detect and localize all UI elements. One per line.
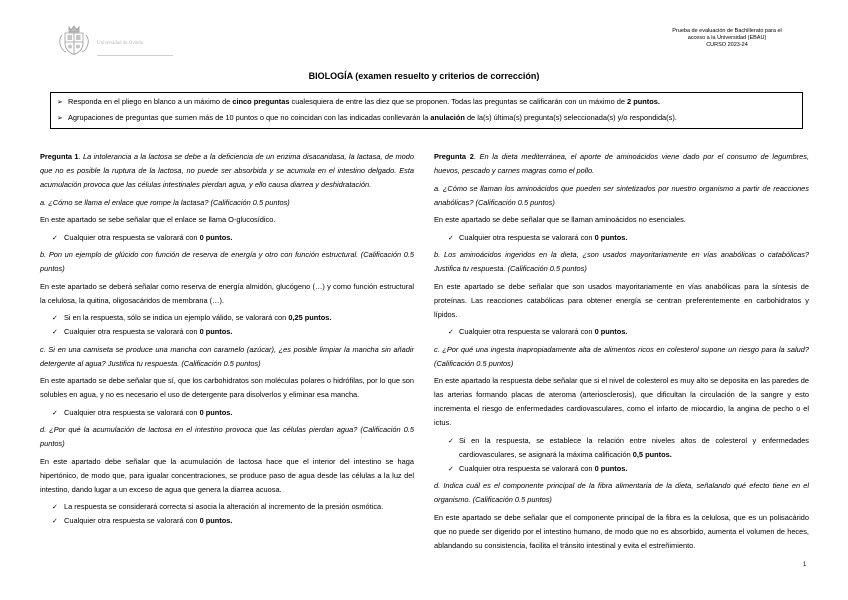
question-label: Pregunta 2 <box>434 152 474 161</box>
part-a-criteria <box>40 231 414 245</box>
part-d-prompt: d. ¿Por qué la acumulación de lactosa en el intestino provoca que las células pierdan agua? (Calificación 0.5 puntos) <box>40 425 414 448</box>
part-a-answer: En este apartado se sebe señalar que el enlace se llama O-glucosídico. <box>40 215 276 224</box>
instruction-emphasis: 2 puntos. <box>627 97 660 106</box>
criterion-text: Si en la respuesta, sólo se indica un ejemplo válido, se valorará con <box>64 313 289 322</box>
criterion-score: 0 puntos. <box>594 327 628 336</box>
criterion-score: 0,5 puntos. <box>632 449 672 459</box>
part-a-answer: En este apartado se debe señalar que se llaman aminoácidos no esenciales. <box>434 215 686 224</box>
part-a-prompt: a. ¿Cómo se llaman los aminoácidos que pueden ser sintetizados por nuestro organismo a partir de reacciones anabólicas? (Calificación 0.5 puntos) <box>434 183 809 207</box>
part-b-criteria <box>40 311 414 339</box>
criterion-score: 0 puntos. <box>199 407 233 417</box>
criterion-item <box>434 325 809 339</box>
instruction-emphasis: cinco preguntas <box>232 97 290 106</box>
criterion-text: Cualquier otra respuesta se valorará con <box>459 232 595 242</box>
criterion-text: La respuesta se considerará correcta si asocia la alteración al incremento de la presión osmótica. <box>64 502 384 511</box>
criterion-score: 0 puntos. <box>199 232 233 242</box>
question-stem: En la dieta mediterránea, el aporte de aminoácidos viene dado por el consumo de legumbres, huevos, pescado y carnes magras como el pollo. <box>434 152 809 175</box>
criterion-item <box>434 462 809 476</box>
criterion-text: Cualquier otra respuesta se valorará con <box>64 327 200 336</box>
part-c-prompt: c. ¿Por qué una ingesta inapropiadamente alta de alimentos ricos en colesterol supone un riesgo para la salud? (Calificación 0.5 puntos) <box>434 344 809 368</box>
check-icon: ✓ <box>52 328 58 336</box>
check-icon: ✓ <box>448 464 454 473</box>
check-icon: ✓ <box>52 503 58 511</box>
criterion-item <box>40 231 414 245</box>
criterion-item <box>434 231 809 245</box>
criterion-item <box>40 325 414 339</box>
question-2 <box>434 150 809 556</box>
part-d-criteria <box>40 500 414 528</box>
criterion-score: 0 puntos. <box>199 516 233 525</box>
part-b-answer: En este apartado se debe señalar que son usados mayoritariamente en vías anabólicas para la síntesis de proteínas. Las reacciones catabólicas para obtener energía se centran preferentemente en carbohidratos y lípidos. <box>434 281 809 319</box>
check-icon: ✓ <box>52 517 58 525</box>
criterion-text: Cualquier otra respuesta se valorará con <box>459 327 595 336</box>
criterion-text: Si en la respuesta, se establece la relación entre niveles altos de colesterol y enfermedades cardiovasculares, se asignará la máxima calificación <box>459 435 809 459</box>
part-c-criteria <box>434 434 809 476</box>
criterion-score: 0,25 puntos. <box>288 313 332 322</box>
exam-info <box>650 28 804 49</box>
university-crest-icon <box>54 24 94 56</box>
arrow-bullet-icon: ➢ <box>57 114 63 122</box>
page-title: BIOLOGÍA (examen resuelto y criterios de corrección) <box>308 71 540 81</box>
instruction-emphasis: anulación <box>430 113 465 122</box>
exam-info-line: acceso a la Universidad (EBAU) <box>687 35 767 41</box>
part-a-prompt: a. ¿Cómo se llama el enlace que rompe la lactasa? (Calificación 0.5 puntos) <box>40 197 290 207</box>
criterion-item <box>40 311 414 325</box>
part-c-prompt: c. Si en una camiseta se produce una mancha con caramelo (azúcar), ¿es posible limpiar la mancha sin añadir detergente al agua? Justifica tu respuesta. (Calificación 0.5 puntos) <box>40 344 414 368</box>
criterion-item <box>40 514 414 528</box>
part-c-answer: En este apartado la respuesta debe señalar que si el nivel de colesterol es muy alto se deposita en las paredes de las arterias formando placas de ateroma (arteriosclerosis), que dificultan la circulación de la sangre y esto incrementa el riesgo de enfermedades cardiovasculares, como el infarto de miocardio, la angina de pecho o el ictus. <box>434 376 809 427</box>
part-b-criteria <box>434 325 809 339</box>
instruction-item <box>51 94 802 110</box>
instruction-text: Agrupaciones de preguntas que sumen más de 10 puntos o que no coincidan con las indicadas conllevarán la <box>68 113 431 122</box>
arrow-bullet-icon: ➢ <box>57 98 63 106</box>
instructions-box <box>50 92 803 129</box>
university-wordmark: Universidad de Oviedo <box>97 41 144 46</box>
criterion-text: Cualquier otra respuesta se valorará con <box>64 232 200 242</box>
exam-info-line: CURSO 2023-24 <box>706 42 748 48</box>
page-number: 1 <box>803 562 807 568</box>
instruction-text: cualesquiera de entre las diez que se proponen. Todas las preguntas se calificarán con un máximo de <box>289 97 628 106</box>
part-b-prompt: b. Pon un ejemplo de glúcido con función de reserva de energía y otro con función estructural. (Calificación 0.5 puntos) <box>40 250 414 273</box>
criterion-item <box>40 406 414 420</box>
instruction-text: Responda en el pliego en blanco a un máximo de <box>68 97 233 106</box>
part-d-answer: En este apartado debe señalar que la acumulación de lactosa hace que el interior del intestino se haga hipertónico, de modo que, para igualar concentraciones, se produce paso de agua desde las células a la luz del intestino, dando lugar a un exceso de agua que genera la diarrea acuosa. <box>40 456 414 494</box>
question-label-separator: . <box>473 152 476 161</box>
check-icon: ✓ <box>448 436 454 445</box>
check-icon: ✓ <box>448 328 454 336</box>
check-icon: ✓ <box>448 233 454 242</box>
question-statement <box>434 150 809 178</box>
question-statement <box>40 150 414 192</box>
part-a-criteria <box>434 231 809 245</box>
check-icon: ✓ <box>52 314 58 322</box>
criterion-text: Cualquier otra respuesta se valorará con <box>459 463 595 473</box>
question-1 <box>40 150 414 532</box>
part-c-criteria <box>40 406 414 420</box>
question-stem: La intolerancia a la lactosa se debe a la deficiencia de un enzima disacaridasa, la lactasa, de modo que no es posible la ruptura de la lactosa, no puede ser absorbida y se acumula en el intestino delgado. Esta acumulación provoca que las células intestinales pierdan agua, y ello causa diarrea y deshidratación. <box>40 152 414 189</box>
question-label: Pregunta 1 <box>40 152 79 161</box>
criterion-text: Cualquier otra respuesta se valorará con <box>64 516 200 525</box>
criterion-score: 0 puntos. <box>199 327 233 336</box>
part-d-answer: En este apartado se debe señalar que el componente principal de la fibra es la celulosa, que es un polisacárido que no puede ser digerido por el intestino humano, de modo que no es absorbido, aumenta el volumen de heces, ablandando su consistencia, facilita el tránsito intestinal y evita el estreñimiento. <box>434 512 809 550</box>
criterion-item <box>434 434 809 462</box>
part-d-prompt: d. Indica cuál es el componente principal de la fibra alimentaria de la dieta, señalando qué efecto tiene en el organismo. (Calificación 0.5 puntos) <box>434 481 809 504</box>
exam-info-line: Prueba de evaluación de Bachillerato para el <box>672 28 782 34</box>
check-icon: ✓ <box>52 408 58 417</box>
check-icon: ✓ <box>52 233 58 242</box>
question-label-separator: . <box>78 152 81 161</box>
instruction-text: de la(s) última(s) pregunta(s) seleccionada(s) y/o respondida(s). <box>464 113 677 122</box>
part-c-answer: En este apartado se debe señalar que sí, que los carbohidratos son moléculas polares o hidrófilas, por lo que son solubles en agua, y no es necesario el uso de detergente para disolverlos y eliminar esa mancha. <box>40 376 414 399</box>
criterion-score: 0 puntos. <box>594 232 628 242</box>
criterion-item <box>40 500 414 514</box>
instruction-item <box>51 110 802 126</box>
logo-divider <box>97 55 173 56</box>
criterion-score: 0 puntos. <box>594 463 628 473</box>
part-b-prompt: b. Los aminoácidos ingeridos en la dieta, ¿son usados mayoritariamente en vías anabólicas o catabólicas? Justifica tu respuesta. (Calificación 0.5 puntos) <box>434 250 809 273</box>
part-b-answer: En este apartado se deberá señalar como reserva de energía almidón, glucógeno (…) y como función estructural la celulosa, la quitina, oligosacáridos de membrana (…). <box>40 281 414 305</box>
criterion-text: Cualquier otra respuesta se valorará con <box>64 407 200 417</box>
